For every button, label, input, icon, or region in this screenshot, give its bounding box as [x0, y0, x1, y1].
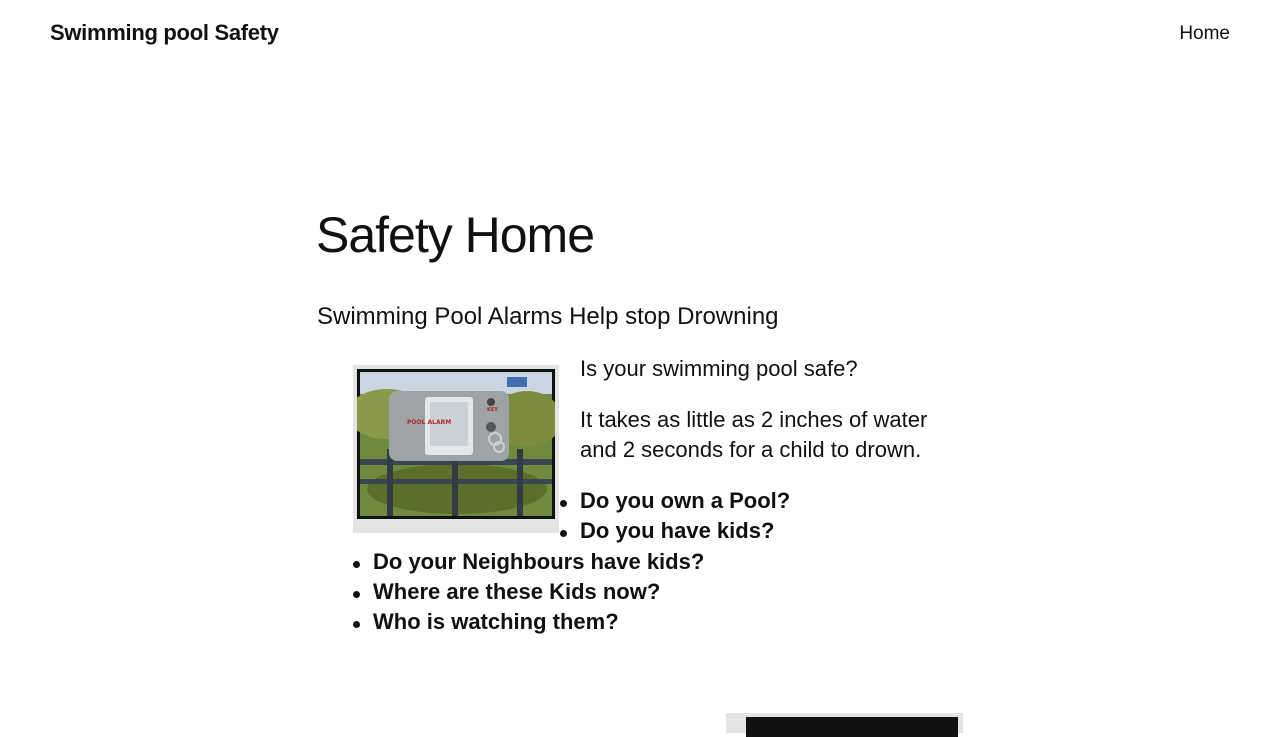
image-label-right: KEY — [487, 407, 498, 413]
nav-home-link[interactable]: Home — [1179, 23, 1230, 44]
page-subtitle: Swimming Pool Alarms Help stop Drowning — [317, 303, 779, 330]
site-title-link[interactable]: Swimming pool Safety — [50, 20, 279, 45]
image-label-left: POOL ALARM — [407, 419, 452, 426]
list-item: Do you have kids? — [580, 518, 775, 543]
page-title: Safety Home — [316, 207, 595, 263]
next-image-frame — [746, 717, 958, 737]
next-image-partial — [726, 713, 963, 733]
intro-fact: It takes as little as 2 inches of water and 2 seconds for a child to drown. — [580, 407, 928, 462]
pool-alarm-photo — [357, 369, 555, 519]
site-header — [0, 0, 1280, 72]
list-item: Do your Neighbours have kids? — [373, 549, 705, 574]
list-item: Where are these Kids now? — [373, 579, 661, 604]
intro-question: Is your swimming pool safe? — [580, 356, 858, 381]
list-item: Who is watching them? — [373, 609, 619, 634]
list-item: Do you own a Pool? — [580, 488, 791, 513]
pool-alarm-image — [353, 365, 559, 533]
